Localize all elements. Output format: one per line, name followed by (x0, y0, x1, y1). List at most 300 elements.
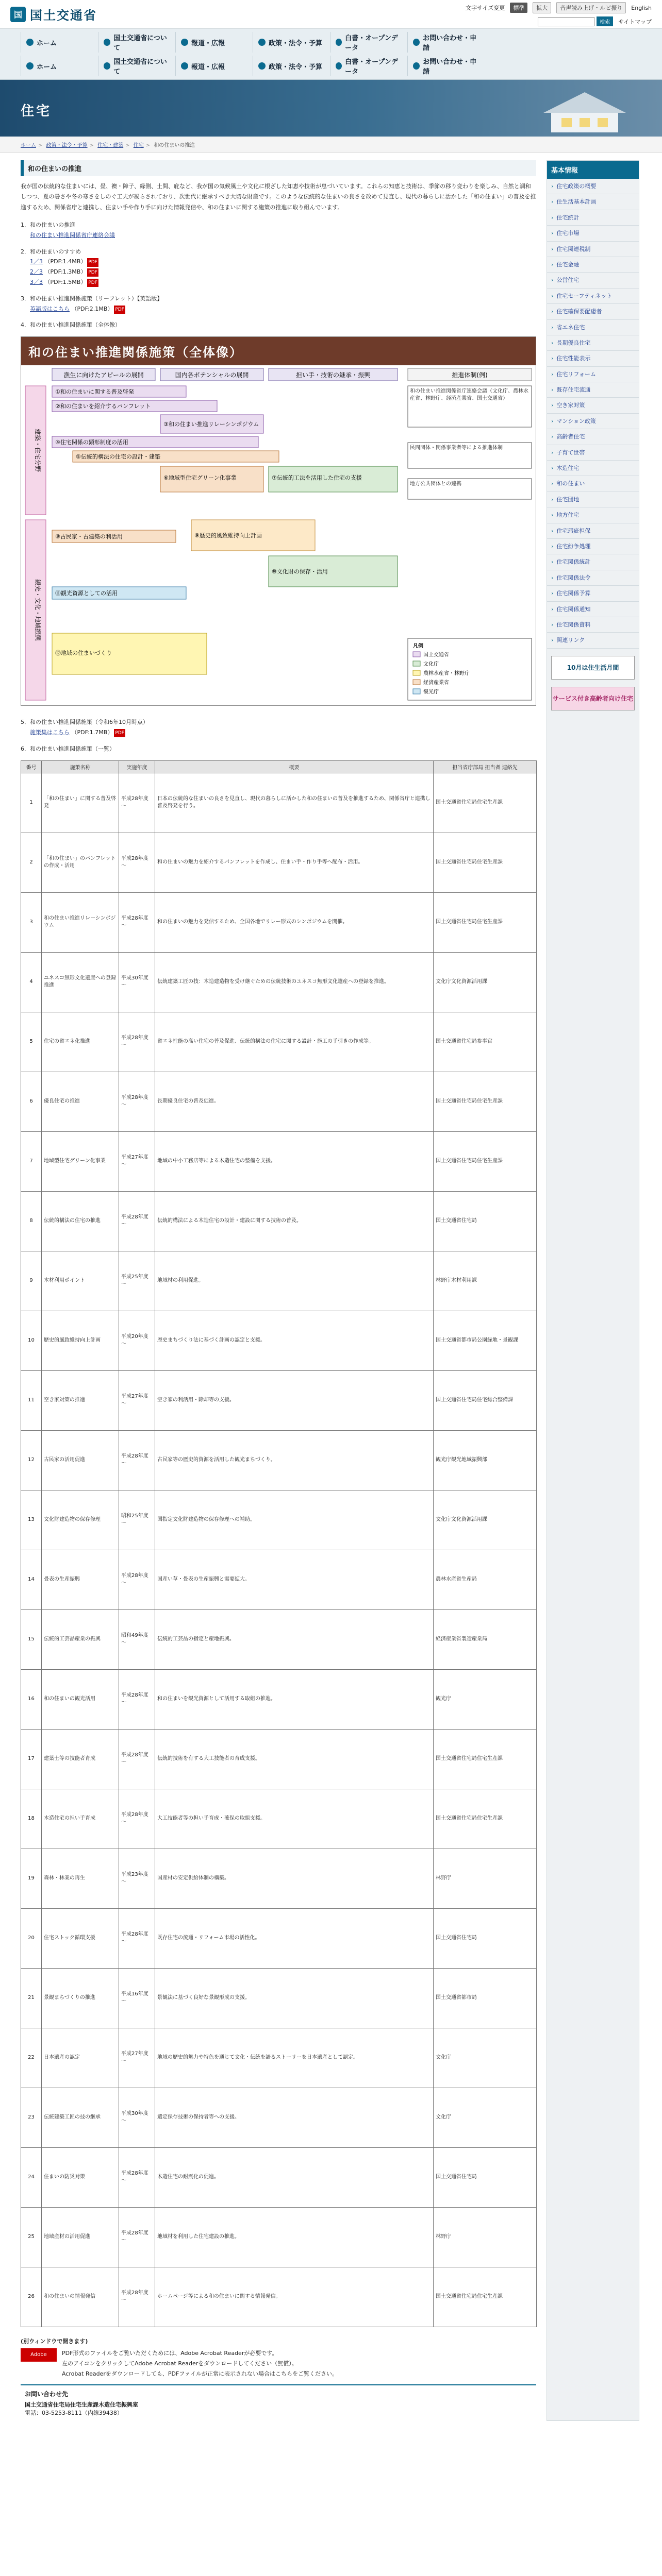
table-cell: 9 (21, 1251, 42, 1311)
search-input[interactable] (538, 17, 594, 26)
table-cell: 伝統的工芸品の指定と産地振興。 (155, 1609, 434, 1669)
table-cell: 19 (21, 1849, 42, 1908)
table-cell: 古民家等の歴史的資源を活用した観光まちづくり。 (155, 1430, 434, 1490)
sidebar-item-label: 公営住宅 (556, 277, 580, 284)
nav-label: 政策・法令・予算 (269, 39, 323, 47)
nav-home-2[interactable] (21, 56, 98, 76)
mail-icon (413, 62, 420, 70)
global-nav (21, 32, 641, 53)
chevron-right-icon: › (551, 637, 554, 644)
table-cell: 21 (21, 1968, 42, 2028)
table-cell: 和の住まいの情報発信 (42, 2267, 119, 2327)
pdf-note-line3: Acrobat Readerをダウンロードしても、PDFファイルが正常に表示されない場合はこちらをご覧ください。 (62, 2370, 338, 2377)
sidebar-item[interactable] (547, 398, 639, 413)
chevron-right-icon: › (551, 543, 554, 550)
nav-label: 政策・法令・予算 (269, 63, 323, 71)
sidebar-item[interactable] (547, 429, 639, 445)
sidebar-item-label: 住宅セーフティネット (556, 292, 613, 299)
sidebar-item[interactable] (547, 554, 639, 570)
breadcrumb-policy[interactable]: 政策・法令・予算 (46, 143, 88, 148)
sidebar-item-label: 住宅確保要配慮者 (556, 308, 602, 315)
diagram-col-header-2: 国内各ポテンシャルの展開 (175, 371, 249, 379)
table-cell: 地域の中小工務店等による木造住宅の整備を支援。 (155, 1131, 434, 1191)
diagram-item-2: ②和の住まいを紹介するパンフレット (55, 403, 151, 410)
info-icon (104, 39, 110, 46)
table-row (21, 2267, 537, 2327)
sidebar-title: 基本情報 (547, 161, 639, 179)
pamphlet-link-3[interactable]: 3／3 (30, 279, 43, 286)
table-cell: 平成28年度～ (119, 892, 155, 952)
table-row (21, 1789, 537, 1849)
table-cell: 16 (21, 1669, 42, 1729)
table-row (21, 1490, 537, 1550)
table-row (21, 1430, 537, 1490)
table-cell: 平成30年度～ (119, 2088, 155, 2147)
chevron-right-icon: › (551, 324, 554, 331)
search-button[interactable]: 検索 (597, 16, 613, 26)
textsize-large-button[interactable]: 拡大 (533, 2, 551, 13)
table-cell: 和の住まいを観光資源として活用する取組の推進。 (155, 1669, 434, 1729)
table-row (21, 1968, 537, 2028)
site-logo[interactable] (10, 5, 217, 23)
table-cell: 2 (21, 833, 42, 892)
list-6-title: 6．和の住まい推進関係施策（一覧） (21, 745, 115, 752)
table-cell: 文化庁 (434, 2028, 537, 2088)
table-row (21, 1012, 537, 1072)
english-leaflet-link[interactable]: 英語版はこちら (30, 305, 70, 312)
chevron-right-icon: › (551, 558, 554, 566)
table-cell: 和の住まいの観光活用 (42, 1669, 119, 1729)
sidebar-item[interactable] (547, 257, 639, 273)
table-row (21, 892, 537, 952)
sidebar-item-label: 高齢者住宅 (556, 433, 585, 440)
diagram-item-11: ⑪観光資源としての活用 (55, 590, 118, 597)
chevron-right-icon: › (551, 574, 554, 581)
sidebar-item[interactable] (547, 633, 639, 648)
nav-label: 報道・広報 (191, 63, 225, 71)
table-cell: 平成28年度～ (119, 2147, 155, 2207)
nav-about-2[interactable] (98, 56, 175, 76)
table-cell: 3 (21, 892, 42, 952)
mail-icon (413, 39, 420, 46)
legend-item-1: 国土交通省 (423, 652, 449, 658)
sidebar-item-label: 住宅統計 (556, 214, 580, 221)
policy-icon (258, 39, 266, 46)
table-cell: 平成25年度～ (119, 1251, 155, 1311)
legend-item-2: 文化庁 (423, 662, 439, 668)
table-row (21, 1072, 537, 1131)
table-cell: 平成28年度～ (119, 1729, 155, 1789)
diagram-right-item-3: 地方公共団体との連携 (410, 481, 461, 487)
table-cell: 木材利用ポイント (42, 1251, 119, 1311)
sidebar-item[interactable] (547, 414, 639, 429)
table-cell: 11 (21, 1370, 42, 1430)
table-cell: 日本の伝統的な住まいの良さを見直し、現代の暮らしに活かした和の住まいの普及を推進するため、関係省庁と連携し普及啓発を行う。 (155, 773, 434, 833)
table-cell: 空き家の利活用・除却等の支援。 (155, 1370, 434, 1430)
table-cell: 住まいの防災対策 (42, 2147, 119, 2207)
sidebar-item-label: 関連リンク (556, 637, 585, 644)
diagram-title: 和の住まい推進関係施策（全体像） (21, 337, 536, 365)
table-cell: 平成16年度～ (119, 1968, 155, 2028)
sidebar-item-label: 住宅政策の概要 (556, 183, 597, 190)
sidebar-item[interactable] (547, 289, 639, 304)
sidebar-item[interactable] (547, 194, 639, 210)
nav-press[interactable] (175, 32, 253, 53)
chevron-right-icon: › (551, 621, 554, 628)
chevron-right-icon: › (551, 590, 554, 597)
table-cell: 伝統的工芸品産業の振興 (42, 1609, 119, 1669)
breadcrumb-housing-building[interactable]: 住宅・建築 (97, 143, 124, 148)
table-cell: 省エネ性能の高い住宅の普及促進、伝統的構法の住宅に関する設計・施工の手引きの作成等。 (155, 1012, 434, 1072)
table-row (21, 1669, 537, 1729)
table-cell: 文化財建造物の保存修理 (42, 1490, 119, 1550)
table-row (21, 1849, 537, 1908)
sidebar-item[interactable] (547, 210, 639, 226)
policy-table (21, 760, 537, 2327)
sidebar-item[interactable] (547, 273, 639, 288)
sidebar-item-label: 木造住宅 (556, 465, 580, 472)
sitemap-link[interactable]: サイトマップ (618, 18, 652, 25)
list-3 (21, 294, 536, 314)
sidebar-item[interactable] (547, 445, 639, 461)
sidebar-item[interactable] (547, 335, 639, 351)
home-icon (26, 39, 34, 46)
diagram-right-item-1: 和の住まい推進関係省庁連絡会議（文化庁、農林水産省、林野庁、経済産業省、国土交通省） (410, 388, 528, 402)
sidebar-item-label: 住宅関係統計 (556, 558, 591, 566)
table-cell: 国土交通省都市局公園緑地・景観課 (434, 1311, 537, 1370)
table-cell: 文化庁 (434, 2088, 537, 2147)
nav-label: 白書・オープンデータ (345, 35, 398, 52)
sidebar-item-label: 住宅瑕疵担保 (556, 527, 591, 534)
chevron-right-icon: › (551, 402, 554, 409)
textsize-label: 文字サイズ変更 (466, 5, 505, 11)
table-cell: 平成27年度～ (119, 1370, 155, 1430)
sidebar-item[interactable] (547, 351, 639, 366)
english-link[interactable]: English (631, 4, 652, 11)
table-header: 概要 (155, 760, 434, 773)
diagram-col-header-4: 推進体制(例) (452, 371, 488, 379)
home-icon (26, 62, 34, 70)
nav-press-2[interactable] (175, 56, 253, 76)
pdf-icon: PDF (114, 306, 125, 314)
list-1-title: 1．和の住まいの推進 (21, 222, 75, 229)
table-cell: 景観まちづくりの推進 (42, 1968, 119, 2028)
diagram-item-9: ⑨歴史的風致維持向上計画 (194, 532, 262, 539)
pdf-note-line1: PDF形式のファイルをご覧いただくためには、Adobe Acrobat Readerが必要です。 (62, 2350, 278, 2357)
breadcrumb-home[interactable]: ホーム (21, 143, 36, 148)
table-cell: 平成27年度～ (119, 2028, 155, 2088)
info-icon (104, 62, 110, 70)
table-cell: 「和の住まい」のパンフレットの作成・活用 (42, 833, 119, 892)
chevron-right-icon: › (551, 496, 554, 503)
table-cell: 8 (21, 1191, 42, 1251)
file-size: （PDF:2.1MB） (71, 305, 113, 312)
list-1-link[interactable]: 和の住まい推進関係省庁連絡会議 (30, 231, 115, 239)
voice-button[interactable]: 音声読み上げ・ルビ振り (556, 2, 626, 13)
sidebar-item[interactable] (547, 539, 639, 554)
sidebar-item-label: 住宅性能表示 (556, 355, 591, 362)
table-cell: 国産い草・畳表の生産振興と需要拡大。 (155, 1550, 434, 1609)
nav-policy[interactable] (253, 32, 330, 53)
table-cell: 地域型住宅グリーン化事業 (42, 1131, 119, 1191)
press-icon (181, 39, 188, 46)
table-cell: 国指定文化財建造物の保存修理への補助。 (155, 1490, 434, 1550)
table-cell: 林野庁 (434, 1849, 537, 1908)
chevron-right-icon: › (551, 386, 554, 394)
file-size: （PDF:1.5MB） (44, 279, 87, 286)
chevron-right-icon: › (551, 245, 554, 252)
sidebar-item-label: 住宅関連税制 (556, 245, 591, 252)
press-icon (181, 62, 188, 70)
diagram-item-4: ④住宅関係の顕彰制度の活用 (55, 439, 128, 446)
chevron-right-icon: › (551, 512, 554, 519)
sidebar-item-label: 住宅関係法令 (556, 574, 591, 581)
table-header: 番号 (21, 760, 42, 773)
table-cell: 歴史まちづくり法に基づく計画の認定と支援。 (155, 1311, 434, 1370)
global-nav-secondary (21, 56, 641, 76)
nav-label: お問い合わせ・申請 (423, 35, 477, 52)
content-layout (0, 153, 662, 2421)
legend-title: 凡例 (413, 643, 423, 650)
table-row (21, 2147, 537, 2207)
table-cell: 10 (21, 1311, 42, 1370)
nav-whitepaper-2[interactable] (330, 56, 407, 76)
table-cell: 15 (21, 1609, 42, 1669)
policy-collection-link[interactable]: 施策集はこちら (30, 729, 70, 736)
chevron-right-icon: › (551, 339, 554, 346)
elderly-housing-banner[interactable]: サービス付き高齢者向け住宅 (551, 687, 635, 710)
sidebar-item[interactable] (547, 492, 639, 507)
legend-item-3: 農林水産省・林野庁 (423, 671, 470, 677)
table-row (21, 1311, 537, 1370)
logo-text: 国土交通省 (30, 8, 97, 23)
table-cell: 国土交通省住宅局住宅生産課 (434, 773, 537, 833)
header-tools (466, 2, 652, 26)
pamphlet-link-2[interactable]: 2／3 (30, 268, 43, 276)
sidebar-item[interactable] (547, 320, 639, 335)
pdf-note (21, 2336, 536, 2379)
chevron-right-icon: › (551, 449, 554, 456)
nav-label: 国土交通省について (113, 35, 167, 52)
table-cell: 木造住宅の担い手育成 (42, 1789, 119, 1849)
breadcrumb-housing[interactable]: 住宅 (133, 143, 144, 148)
table-cell: 平成28年度～ (119, 773, 155, 833)
sidebar-item[interactable] (547, 461, 639, 476)
table-cell: 地域材を利用した住宅建設の推進。 (155, 2207, 434, 2267)
table-row (21, 773, 537, 833)
table-cell: 国土交通省住宅局住宅生産課 (434, 1789, 537, 1849)
nav-home[interactable] (21, 32, 98, 53)
sidebar-item[interactable] (547, 523, 639, 539)
diagram-item-3: ③和の住まい推進リレーシンポジウム (163, 421, 259, 428)
chevron-right-icon: › (551, 480, 554, 487)
list-3-title: 3．和の住まい推進関係施策（リーフレット）【英語版】 (21, 295, 163, 302)
table-cell: 13 (21, 1490, 42, 1550)
table-cell: 17 (21, 1729, 42, 1789)
file-size: （PDF:1.7MB） (71, 729, 113, 736)
pdf-icon: PDF (87, 279, 98, 287)
table-cell: 地域産材の活用促進 (42, 2207, 119, 2267)
table-cell: 平成20年度～ (119, 1311, 155, 1370)
nav-policy-2[interactable] (253, 56, 330, 76)
acrobat-reader-icon[interactable]: Adobe (21, 2348, 57, 2362)
table-cell: 日本遺産の認定 (42, 2028, 119, 2088)
breadcrumb-current: 和の住まいの推進 (154, 143, 195, 148)
table-cell: 農林水産省生産局 (434, 1550, 537, 1609)
sidebar-item[interactable] (547, 570, 639, 586)
table-cell: 住宅の省エネ化推進 (42, 1012, 119, 1072)
nav-label: 白書・オープンデータ (345, 58, 398, 76)
table-cell: 平成28年度～ (119, 2267, 155, 2327)
diagram-item-1: ①和の住まいに関する普及啓発 (55, 388, 134, 396)
sidebar-item[interactable] (547, 476, 639, 492)
chevron-right-icon: › (551, 261, 554, 268)
list-2-title: 2．和の住まいのすすめ (21, 248, 81, 255)
table-cell: 12 (21, 1430, 42, 1490)
table-row (21, 1729, 537, 1789)
table-cell: 24 (21, 2147, 42, 2207)
list-6 (21, 744, 536, 754)
nav-label: ホーム (37, 63, 57, 71)
table-row (21, 2028, 537, 2088)
table-cell: 国土交通省住宅局住宅生産課 (434, 1729, 537, 1789)
sidebar-item[interactable] (547, 226, 639, 241)
chevron-right-icon: › (551, 277, 554, 284)
nav-label: お問い合わせ・申請 (423, 58, 477, 76)
diagram-item-12: ⑫地域の住まいづくり (55, 650, 112, 657)
nav-label: ホーム (37, 39, 57, 47)
pamphlet-link-1[interactable]: 1／3 (30, 258, 43, 265)
sidebar-item[interactable] (547, 179, 639, 194)
list-4-title: 4．和の住まい推進関係施策（全体像） (21, 321, 121, 329)
table-row (21, 1370, 537, 1430)
table-cell: ホームページ等による和の住まいに関する情報発信。 (155, 2267, 434, 2327)
housing-month-banner[interactable]: 10月は住生活月間 (551, 656, 635, 680)
sidebar-item[interactable] (547, 507, 639, 523)
top-header (0, 0, 662, 29)
table-body (21, 773, 537, 2327)
pdf-note-line2: 左のアイコンをクリックしてAdobe Acrobat Readerをダウンロードしてください（無償）。 (62, 2360, 297, 2367)
sidebar-item[interactable] (547, 382, 639, 398)
table-cell: 畳表の生産振興 (42, 1550, 119, 1609)
sidebar-item-label: 住宅関係資料 (556, 621, 591, 628)
table-cell: 林野庁木材利用課 (434, 1251, 537, 1311)
table-cell: 和の住まいの魅力を発信するため、全国各地でリレー形式のシンポジウムを開催。 (155, 892, 434, 952)
table-cell: 木造住宅の耐震化の促進。 (155, 2147, 434, 2207)
table-row (21, 833, 537, 892)
sidebar-item[interactable] (547, 602, 639, 617)
house-illustration (538, 87, 631, 133)
textsize-standard-button[interactable]: 標準 (510, 3, 527, 13)
category-banner (0, 80, 662, 137)
list-5-title: 5．和の住まい推進関係施策（令和6年10月時点） (21, 719, 148, 726)
table-cell: 国土交通省住宅局住宅生産課 (434, 2267, 537, 2327)
table-cell: 歴史的風致維持向上計画 (42, 1311, 119, 1370)
table-cell: 平成28年度～ (119, 1012, 155, 1072)
chevron-right-icon: › (551, 214, 554, 221)
chevron-right-icon: › (551, 198, 554, 206)
sidebar-item[interactable] (547, 242, 639, 257)
diagram-left-label-2: 観光・文化・地域振興 (34, 579, 41, 641)
table-cell: 23 (21, 2088, 42, 2147)
sidebar-item[interactable] (547, 617, 639, 633)
sidebar-item-label: 既存住宅流通 (556, 386, 591, 394)
sidebar-item[interactable] (547, 586, 639, 601)
table-cell: 文化庁文化資源活用課 (434, 1490, 537, 1550)
diagram-item-10: ⑩文化財の保存・活用 (272, 568, 328, 575)
sidebar-item-label: 住宅市場 (556, 230, 580, 237)
table-cell: 伝統的技術を有する大工技能者の育成支援。 (155, 1729, 434, 1789)
search-box (538, 16, 613, 26)
sidebar-item[interactable] (547, 304, 639, 319)
table-cell: 地域の歴史的魅力や特色を通じて文化・伝統を語るストーリーを日本遺産として認定。 (155, 2028, 434, 2088)
table-cell: 長期優良住宅の普及促進。 (155, 1072, 434, 1131)
table-cell: 大工技能者等の担い手育成・確保の取組支援。 (155, 1789, 434, 1849)
sidebar (547, 160, 639, 2421)
nav-contact-2[interactable] (407, 56, 485, 76)
legend-item-5: 観光庁 (423, 689, 439, 696)
inquiry-dept: 国土交通省住宅局住宅生産課木造住宅振興室 (25, 2401, 138, 2408)
table-cell: 平成28年度～ (119, 1072, 155, 1131)
section-title: 和の住まいの推進 (21, 160, 536, 176)
sidebar-item-label: 住宅関係予算 (556, 590, 591, 597)
table-cell: 平成28年度～ (119, 1908, 155, 1968)
sidebar-item-label: 地方住宅 (556, 512, 580, 519)
nav-about[interactable] (98, 32, 175, 53)
nav-whitepaper[interactable] (330, 32, 407, 53)
table-cell: 平成28年度～ (119, 1430, 155, 1490)
list-2 (21, 247, 536, 287)
table-cell: 伝統建築工匠の技：木造建造物を受け継ぐための伝統技術のユネスコ無形文化遺産への登録を推進。 (155, 952, 434, 1012)
table-cell: 伝統建築工匠の技の継承 (42, 2088, 119, 2147)
table-row (21, 2207, 537, 2267)
table-cell: 平成23年度～ (119, 1849, 155, 1908)
sidebar-item-label: 住宅金融 (556, 261, 580, 268)
logo-mark: 国 (10, 7, 26, 22)
nav-contact[interactable] (407, 32, 485, 53)
sidebar-item-label: 長期優良住宅 (556, 339, 591, 346)
table-cell: 18 (21, 1789, 42, 1849)
nav-label: 国土交通省について (113, 58, 167, 76)
table-cell: 5 (21, 1012, 42, 1072)
table-cell: 「和の住まい」に関する普及啓発 (42, 773, 119, 833)
sidebar-item-label: 省エネ住宅 (556, 324, 585, 331)
table-cell: 平成28年度～ (119, 1550, 155, 1609)
table-cell: 国土交通省住宅局 (434, 1908, 537, 1968)
breadcrumb: ホーム > 政策・法令・予算 > 住宅・建築 > 住宅 > 和の住まいの推進 (0, 137, 662, 153)
table-cell: 国土交通省住宅局参事官 (434, 1012, 537, 1072)
sidebar-item[interactable] (547, 367, 639, 382)
table-cell: ユネスコ無形文化遺産への登録推進 (42, 952, 119, 1012)
table-row (21, 1908, 537, 1968)
chevron-right-icon: › (551, 417, 554, 425)
diagram-right-item-2: 民間団体・関係事業者等による推進体制 (410, 445, 503, 451)
list-1 (21, 220, 536, 241)
table-cell: 1 (21, 773, 42, 833)
table-cell: 住宅ストック循環支援 (42, 1908, 119, 1968)
book-icon (336, 62, 342, 70)
table-cell: 昭和49年度～ (119, 1609, 155, 1669)
table-header-row (21, 760, 537, 773)
table-cell: 25 (21, 2207, 42, 2267)
sidebar-item-label: 子育て世帯 (556, 449, 585, 456)
table-cell: 選定保存技術の保持者等への支援。 (155, 2088, 434, 2147)
nav-label: 報道・広報 (191, 39, 225, 47)
table-cell: 国土交通省都市局 (434, 1968, 537, 2028)
table-cell: 14 (21, 1550, 42, 1609)
diagram-left-label-1: 建築・住宅分野 (34, 429, 41, 472)
table-cell: 伝統的構法の住宅の推進 (42, 1191, 119, 1251)
